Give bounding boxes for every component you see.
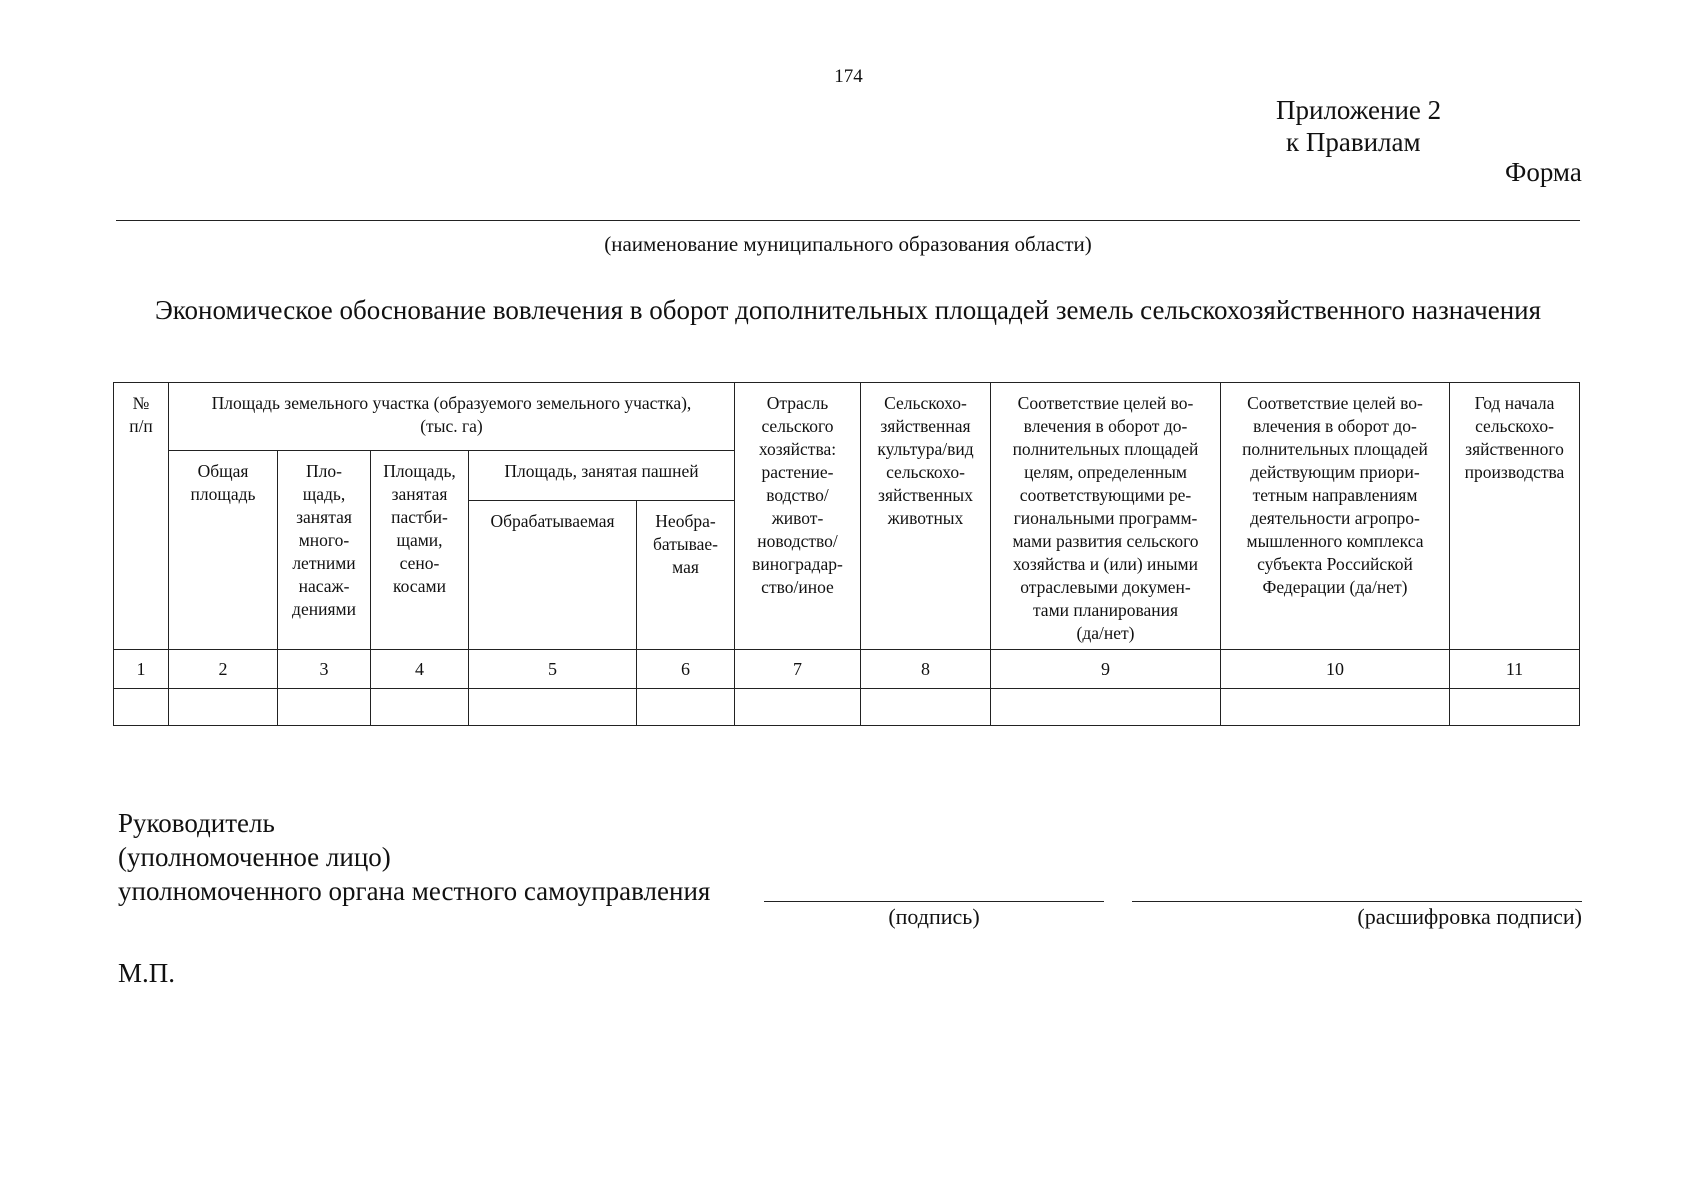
header-area-group: Площадь земельного участка (образуемого земельного участка), (тыс. га) (169, 383, 735, 451)
header-uncultivated: Необра- батывае- мая (637, 501, 735, 650)
header-cultivated: Обрабатываемая (469, 501, 637, 650)
appendix-line-2: к Правилам (1286, 127, 1421, 157)
column-number: 2 (169, 650, 278, 689)
document-title: Экономическое обоснование вовлечения в оборот дополнительных площадей земель сельскохозяйственного назначения (154, 295, 1542, 325)
stamp-placeholder: М.П. (118, 958, 176, 988)
table-cell[interactable] (169, 689, 278, 726)
signature-decoding-caption: (расшифровка подписи) (1357, 904, 1582, 929)
header-branch: Отрасль сельского хозяйства: растение- водство/ живот- новодство/ виноградар- ство/иное (735, 383, 861, 650)
column-number: 8 (861, 650, 991, 689)
appendix-line-1: Приложение 2 (1276, 95, 1442, 125)
header-pasture-area: Площадь, занятая пастби- щами, сено- косами (371, 451, 469, 650)
column-number: 11 (1450, 650, 1580, 689)
header-number: № п/п (114, 383, 169, 650)
column-number: 7 (735, 650, 861, 689)
table-cell[interactable] (371, 689, 469, 726)
column-number: 3 (278, 650, 371, 689)
header-year: Год начала сельскохо- зяйственного производства (1450, 383, 1580, 650)
table-cell[interactable] (114, 689, 169, 726)
header-goals-priority: Соответствие целей во- влечения в оборот до- полнительных площадей действующим приори- тетным направлениям деятельности агропро- мышленного комплекса субъекта Российской Федерации (да/нет) (1221, 383, 1450, 650)
signatory-line-1: Руководитель (118, 808, 275, 838)
table-cell[interactable] (861, 689, 991, 726)
municipality-fill-line (116, 220, 1580, 221)
signatory-block (118, 806, 710, 908)
column-number-row (114, 650, 1580, 689)
column-number: 10 (1221, 650, 1450, 689)
table-cell[interactable] (637, 689, 735, 726)
page-number: 174 (834, 66, 863, 87)
signatory-line-3: уполномоченного органа местного самоуправления (118, 876, 711, 906)
table-cell[interactable] (735, 689, 861, 726)
header-perennial-area: Пло- щадь, занятая много- летними насаж- дениями (278, 451, 371, 650)
municipality-caption: (наименование муниципального образования области) (604, 232, 1092, 256)
header-crop: Сельскохо- зяйственная культура/вид сельскохо- зяйственных животных (861, 383, 991, 650)
signature-decoding-line (1132, 901, 1582, 902)
column-number: 1 (114, 650, 169, 689)
appendix-heading (1276, 94, 1441, 158)
column-number: 9 (991, 650, 1221, 689)
table-row (114, 689, 1580, 726)
table-cell[interactable] (278, 689, 371, 726)
table-cell[interactable] (469, 689, 637, 726)
column-number: 4 (371, 650, 469, 689)
header-goals-regional: Соответствие целей во- влечения в оборот до- полнительных площадей целям, определенным соответствующими ре- гиональными программ- мами развития сельского хозяйства и (или) иными отраслевыми докумен- тами планирования (да/нет) (991, 383, 1221, 650)
header-arable-group: Площадь, занятая пашней (469, 451, 735, 501)
justification-table (113, 382, 1580, 726)
signature-line (764, 901, 1104, 902)
form-label: Форма (1505, 157, 1582, 187)
table-cell[interactable] (1221, 689, 1450, 726)
header-total-area: Общая площадь (169, 451, 278, 650)
signature-caption: (подпись) (888, 904, 980, 929)
signatory-line-2: (уполномоченное лицо) (118, 842, 391, 872)
table-cell[interactable] (1450, 689, 1580, 726)
column-number: 6 (637, 650, 735, 689)
header-row-1 (114, 383, 1580, 451)
table-cell[interactable] (991, 689, 1221, 726)
column-number: 5 (469, 650, 637, 689)
